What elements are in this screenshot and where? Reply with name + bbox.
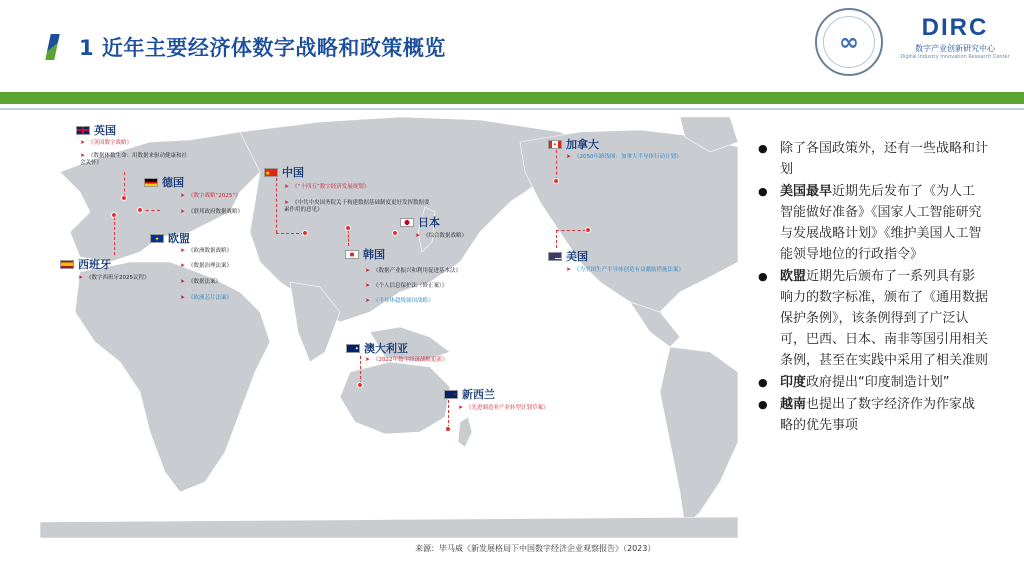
connector-line — [448, 400, 449, 428]
country-newzealand: ✦ 新西兰 — [444, 386, 495, 402]
map-pin-icon — [445, 426, 451, 432]
country-uk — [76, 122, 116, 138]
infinity-seal-icon: ∞ — [815, 8, 883, 76]
bullet-dot-icon: ● — [758, 185, 768, 198]
bullet-item: ● 越南也提出了数字经济作为作家战略的优先事项 — [758, 394, 988, 436]
map-pin-icon — [121, 195, 127, 201]
country-korea: 韩国 — [345, 246, 385, 262]
policy-item: ➤ 《为美国生产半导体创造有益激励措施法案》 — [566, 266, 685, 273]
policy-item: ➤ 《2050年路线图：加拿大半导体行动计划》 — [566, 153, 682, 160]
connector-line — [556, 230, 557, 248]
connector-line — [140, 210, 160, 211]
policy-item: ➤ 《“十四五”数字经济发展规划》 — [284, 183, 370, 190]
title-bar — [48, 32, 446, 62]
china-flag-icon: ★ — [264, 168, 278, 177]
country-germany: 德国 — [144, 174, 184, 190]
bullet-list — [758, 138, 988, 437]
connector-line — [276, 233, 304, 234]
title-accent-mark — [45, 34, 60, 60]
map-pin-icon — [345, 225, 351, 231]
australia-flag-icon: ✦ — [346, 344, 360, 353]
bullet-item: ● 欧盟近期先后颁布了一系列具有影响力的数字标准，颁布了《通用数据保护条例》，该条例得到了广泛认可，巴西、日本、南非等国引用相关条例，甚至在实践中采用了相关准则 — [758, 266, 988, 371]
bullet-dot-icon: ● — [758, 142, 768, 155]
policy-item: ➤ 《欧洲芯片法案》 — [180, 294, 233, 301]
logo-en: Digital Industry Innovation Research Center — [900, 54, 1010, 60]
nz-flag-icon: ✦ — [444, 390, 458, 399]
policy-item: ➤ 《联邦政府数据战略》 — [180, 208, 244, 215]
canada-flag-icon: ✦ — [548, 140, 562, 149]
country-canada: ✦ 加拿大 — [548, 136, 599, 152]
korea-flag-icon — [345, 250, 359, 259]
policy-item: ➤ 《个人信息保护法（修正案）》 — [365, 282, 448, 289]
policy-item: ➤ 《数据法案》 — [180, 278, 222, 285]
country-usa: 美国 — [548, 248, 588, 264]
map-pin-icon — [137, 207, 143, 213]
map-pin-icon — [392, 230, 398, 236]
bullet-dot-icon: ● — [758, 376, 768, 389]
spain-flag-icon — [60, 260, 74, 269]
logo-cn: 数字产业创新研究中心 — [915, 44, 995, 53]
header-green-band — [0, 92, 1024, 104]
connector-line — [124, 172, 125, 197]
country-australia: ✦ 澳大利亚 — [346, 340, 408, 356]
policy-item: ➤ 《半导体超级强国战略》 — [365, 297, 434, 304]
connector-line — [276, 178, 277, 233]
bullet-dot-icon: ● — [758, 398, 768, 411]
country-japan: 日本 — [400, 214, 440, 230]
connector-line — [114, 217, 115, 255]
policy-item: ➤ 《综合数据战略》 — [415, 232, 468, 239]
map-pin-icon — [553, 178, 559, 184]
policy-item: ➤ 《中共中央国务院关于构建数据基础制度更好发挥数据要素作用的意见》 — [284, 199, 430, 213]
world-map — [40, 112, 738, 538]
dirc-logo — [900, 14, 1010, 60]
map-pin-icon — [111, 212, 117, 218]
country-china: ★ 中国 — [265, 166, 304, 179]
policy-item: ➤ 《欧洲数据战略》 — [180, 247, 233, 254]
connector-line — [556, 230, 586, 231]
header-divider — [0, 108, 1024, 110]
policy-item: ➤ 《数字西班牙2025议程》 — [78, 274, 150, 281]
uk-flag-icon — [76, 126, 90, 135]
connector-line — [348, 230, 349, 246]
connector-line — [556, 150, 557, 180]
germany-flag-icon — [144, 178, 158, 187]
bullet-item: ● 美国最早近期先后发布了《为人工智能做好准备》《国家人工智能研究与发展战略计划》《维护美国人工智能领导地位的行政指令》 — [758, 181, 988, 265]
usa-flag-icon — [548, 252, 562, 261]
map-pin-icon — [302, 230, 308, 236]
policy-item: ➤ 《2022年数字经济战略更新》 — [365, 356, 448, 363]
policy-item: ➤ 《数据产业振兴和利用促进基本法》 — [365, 267, 462, 274]
map-pin-icon — [357, 382, 363, 388]
policy-item: ➤ 《先进制造业产业转型计划草案》 — [458, 404, 549, 411]
policy-item: ➤ 《数字战略“2025”》 — [180, 192, 241, 199]
connector-line — [360, 356, 361, 384]
page-title: 1 近年主要经济体数字战略和政策概览 — [79, 36, 446, 60]
source-note: 来源：毕马威《新发展格局下中国数字经济企业观察报告》（2023） — [415, 544, 656, 553]
bullet-item: ● 除了各国政策外，还有一些战略和计划 — [758, 138, 988, 180]
bullet-item: ● 印度政府提出“印度制造计划” — [758, 372, 988, 393]
policy-item: ➤ 《数据治理法案》 — [180, 262, 233, 269]
country-name: 英国 — [94, 124, 116, 137]
logo-brand: DIRC — [921, 14, 989, 41]
japan-flag-icon — [400, 218, 414, 227]
map-pin-icon — [585, 227, 591, 233]
country-eu: ✦ 欧盟 — [150, 230, 190, 246]
policy-item: ➤ 《数据体数生命：用数据来驱动健康和社会关怀》 — [80, 152, 188, 166]
eu-flag-icon: ✦ — [150, 234, 164, 243]
bullet-dot-icon: ● — [758, 270, 768, 283]
policy-item: ➤ 《英国数字战略》 — [80, 139, 133, 146]
country-spain: 西班牙 — [60, 256, 111, 272]
